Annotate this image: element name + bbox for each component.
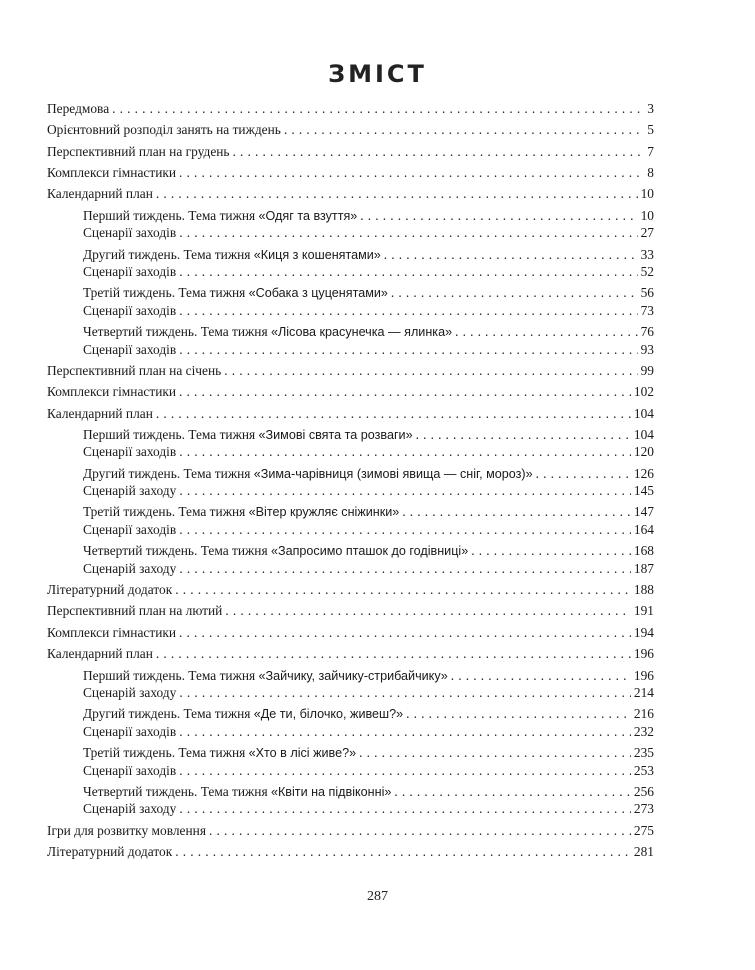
toc-entry [83,560,654,578]
page-title: ЗМІСТ [328,60,427,88]
toc-entry-title: Перспективний план на лютий [47,603,223,619]
dot-leader [360,207,637,225]
toc-entry [83,207,654,225]
toc-entry-page: 214 [633,685,654,701]
dot-leader [179,684,631,702]
toc-entry-title: Сценарії заходів [83,762,177,778]
toc-entry [83,465,654,483]
toc-entry-page: 99 [640,362,654,378]
toc-entry-title: Комплекси гімнастики [47,624,177,640]
toc-entry-page: 164 [633,521,654,537]
toc-entry-page: 104 [633,426,654,442]
toc-entry [83,263,654,281]
toc-entry [83,341,654,359]
toc-entry-title: Третій тиждень. Тема тижня «Собака з цуценятами» [83,285,388,301]
toc-entry-page: 281 [633,844,654,859]
toc-entry-page: 196 [633,646,654,662]
toc-entry [83,246,654,264]
toc-entry [83,542,654,560]
toc-entry [83,705,654,723]
toc-entry [83,744,654,762]
dot-leader [394,783,631,801]
toc-entry-title: Другий тиждень. Тема тижня «Киця з кошенятами» [83,246,381,262]
toc-entry-page: 168 [633,543,654,559]
dot-leader [175,843,631,861]
toc-entry-title: Перший тиждень. Тема тижня «Зимові свята та розваги» [83,426,413,442]
toc-entry-title: Календарний план [47,405,153,421]
toc-entry-title: Передмова [47,101,110,116]
toc-entry-title: Перспективний план на грудень [47,143,230,159]
toc-entry-page: 102 [633,384,654,400]
dot-leader [225,602,631,620]
dot-leader [179,302,637,320]
toc-entry-title: Сценарій заходу [83,801,177,817]
toc-entry-page: 235 [633,745,654,761]
toc-entry-page: 191 [633,603,654,619]
toc-entry-title: Календарний план [47,186,153,202]
toc-entry-page: 126 [633,465,654,481]
toc-entry-page: 196 [633,667,654,683]
toc-entry-title: Четвертий тиждень. Тема тижня «Запросимо пташок до годівниці» [83,543,469,559]
toc-entry [83,224,654,242]
toc-entry [47,581,654,599]
toc-entry-page: 256 [633,783,654,799]
toc-entry-page: 188 [633,582,654,598]
toc-entry [83,503,654,521]
dot-leader [156,405,631,423]
toc-entry-title: Перспективний план на січень [47,362,222,378]
toc-entry-page: 232 [633,723,654,739]
toc-entry-page: 3 [647,101,654,116]
toc-entry-page: 93 [640,341,654,357]
toc-entry-title: Сценарії заходів [83,341,177,357]
toc-entry-page: 275 [633,822,654,838]
toc-entry-page: 73 [640,302,654,318]
dot-leader [156,185,638,203]
toc-entry-title: Другий тиждень. Тема тижня «Де ти, білочко, живеш?» [83,706,404,722]
toc-entry-title: Четвертий тиждень. Тема тижня «Квіти на підвіконні» [83,783,392,799]
toc-entry-title: Сценарії заходів [83,723,177,739]
toc-entry [83,667,654,685]
dot-leader [402,503,631,521]
toc-entry-page: 76 [640,324,654,340]
toc-entry [83,800,654,818]
toc-entry-title: Ігри для розвитку мовлення [47,822,206,838]
dot-leader [391,284,638,302]
dot-leader [179,383,631,401]
toc-entry [47,624,654,642]
dot-leader [179,560,631,578]
dot-leader [455,323,638,341]
toc-entry-title: Перший тиждень. Тема тижня «Зайчику, зайчику-стрибайчику» [83,667,448,683]
toc-entry-page: 56 [640,285,654,301]
toc-entry-page: 273 [633,801,654,817]
toc-entry-page: 7 [647,143,654,159]
toc-entry-page: 8 [647,165,654,181]
dot-leader [209,822,631,840]
toc-entry-title: Сценарій заходу [83,685,177,701]
toc-entry-page: 145 [633,483,654,499]
toc-entry-title: Третій тиждень. Тема тижня «Вітер кружляє сніжинки» [83,504,400,520]
toc-entry-page: 147 [633,504,654,520]
dot-leader [179,482,631,500]
toc-entry [47,143,654,161]
toc-entry [47,405,654,423]
dot-leader [471,542,631,560]
dot-leader [179,762,631,780]
toc-entry-title: Сценарії заходів [83,302,177,318]
dot-leader [179,443,631,461]
toc-entry-page: 194 [633,624,654,640]
toc-entry [47,843,654,861]
toc-entry [83,443,654,461]
toc-entry-title: Сценарій заходу [83,560,177,576]
toc-entry-page: 120 [633,444,654,460]
toc-entry-title: Комплекси гімнастики [47,384,177,400]
toc-entry [47,100,654,118]
toc-entry [47,185,654,203]
toc-entry [83,426,654,444]
toc-entry [83,302,654,320]
toc-entry [47,602,654,620]
toc-entry-title: Третій тиждень. Тема тижня «Хто в лісі живе?» [83,745,357,761]
toc-entry [47,645,654,663]
dot-leader [451,667,631,685]
dot-leader [175,581,631,599]
toc-entry-page: 5 [647,122,654,138]
page-number: 287 [367,889,388,904]
dot-leader [179,263,637,281]
toc-entry-page: 253 [633,762,654,778]
toc-entry-title: Перший тиждень. Тема тижня «Одяг та взуття» [83,207,358,223]
dot-leader [112,100,644,118]
toc-entry-page: 33 [640,246,654,262]
toc-entry-title: Комплекси гімнастики [47,165,177,181]
dot-leader [179,341,637,359]
toc-entry [83,684,654,702]
dot-leader [179,164,644,182]
dot-leader [536,465,631,483]
toc-entry-title: Сценарій заходу [83,483,177,499]
toc-entry-title: Сценарії заходів [83,444,177,460]
dot-leader [179,224,637,242]
toc-entry-page: 104 [633,405,654,421]
toc-entry [83,762,654,780]
toc-entry-title: Календарний план [47,646,153,662]
toc-entry [83,482,654,500]
dot-leader [359,744,631,762]
toc-entry-page: 52 [640,264,654,280]
dot-leader [179,800,631,818]
toc-entry-page: 10 [640,186,654,202]
toc-entry-title: Сценарії заходів [83,264,177,280]
toc-entry-title: Четвертий тиждень. Тема тижня «Лісова красунечка — ялинка» [83,324,453,340]
toc-entry-page: 187 [633,560,654,576]
toc-entry-title: Літературний додаток [47,582,173,598]
toc-entry-page: 10 [640,207,654,223]
dot-leader [384,246,638,264]
dot-leader [233,143,645,161]
toc-entry-title: Орієнтовний розподіл занять на тиждень [47,122,281,138]
toc-entry [83,521,654,539]
toc-entry [83,783,654,801]
dot-leader [179,521,631,539]
toc-entry-title: Другий тиждень. Тема тижня «Зима-чарівниця (зимові явища — сніг, мороз)» [83,465,533,481]
toc-entry [47,822,654,840]
toc-entry [47,164,654,182]
toc-entry [47,383,654,401]
dot-leader [179,624,631,642]
dot-leader [179,723,631,741]
toc-entry [83,323,654,341]
toc-entry-title: Сценарії заходів [83,521,177,537]
toc-entry-page: 27 [640,225,654,241]
toc-entry [47,362,654,380]
dot-leader [406,705,631,723]
dot-leader [284,121,644,139]
toc-entry-title: Літературний додаток [47,844,173,859]
toc-entry-title: Сценарії заходів [83,225,177,241]
toc-entry [83,284,654,302]
toc-entry [83,723,654,741]
toc-entry [47,121,654,139]
dot-leader [156,645,631,663]
dot-leader [224,362,637,380]
dot-leader [416,426,631,444]
toc-entry-page: 216 [633,706,654,722]
